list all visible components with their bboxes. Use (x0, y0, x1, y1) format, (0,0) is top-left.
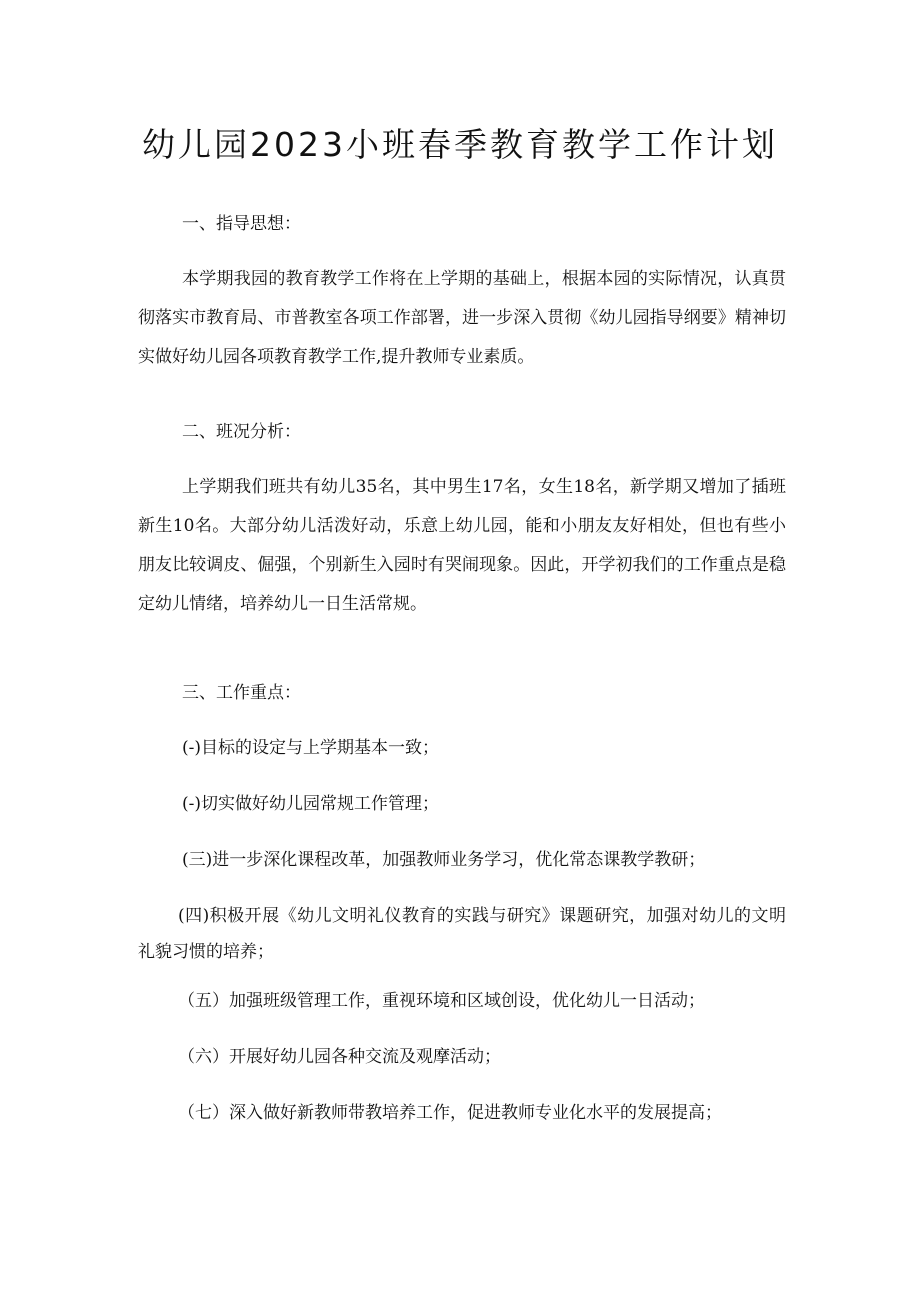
list-item: (-)目标的设定与上学期基本一致； (182, 738, 440, 758)
list-item: (三)进一步深化课程改革，加强教师业务学习，优化常态课教学教研； (182, 850, 706, 870)
section-body-class-analysis: 上学期我们班共有幼儿35名，其中男生17名，女生18名，新学期又增加了插班新生10名。大部分幼儿活泼好动，乐意上幼儿园，能和小朋友友好相处，但也有些小朋友比较调皮、倔强，个别新生入园时有哭闹现象。因此，开学初我们的工作重点是稳定幼儿情绪，培养幼儿一日生活常规。 (138, 477, 786, 614)
section-heading-guiding-ideology: 一、指导思想： (182, 214, 301, 234)
list-item: （七）深入做好新教师带教培养工作，促进教师专业化水平的发展提高； (178, 1103, 722, 1123)
section-body-guiding-ideology: 本学期我园的教育教学工作将在上学期的基础上，根据本园的实际情况，认真贯彻落实市教育局、市普教室各项工作部署，进一步深入贯彻《幼儿园指导纲要》精神切实做好幼儿园各项教育教学工作,提升教师专业素质。 (138, 269, 786, 367)
list-item: （五）加强班级管理工作，重视环境和区域创设，优化幼儿一日活动； (178, 991, 705, 1011)
list-item: （六）开展好幼儿园各种交流及观摩活动； (178, 1047, 501, 1067)
section-heading-work-focus: 三、工作重点： (182, 683, 301, 703)
document-title: 幼儿园2023小班春季教育教学工作计划 (142, 125, 778, 164)
list-item: (-)切实做好幼儿园常规工作管理； (182, 794, 440, 814)
section-heading-class-analysis: 二、班况分析： (182, 422, 301, 442)
list-item: (四)积极开展《幼儿文明礼仪教育的实践与研究》课题研究，加强对幼儿的文明礼貌习惯的培养； (138, 906, 786, 962)
